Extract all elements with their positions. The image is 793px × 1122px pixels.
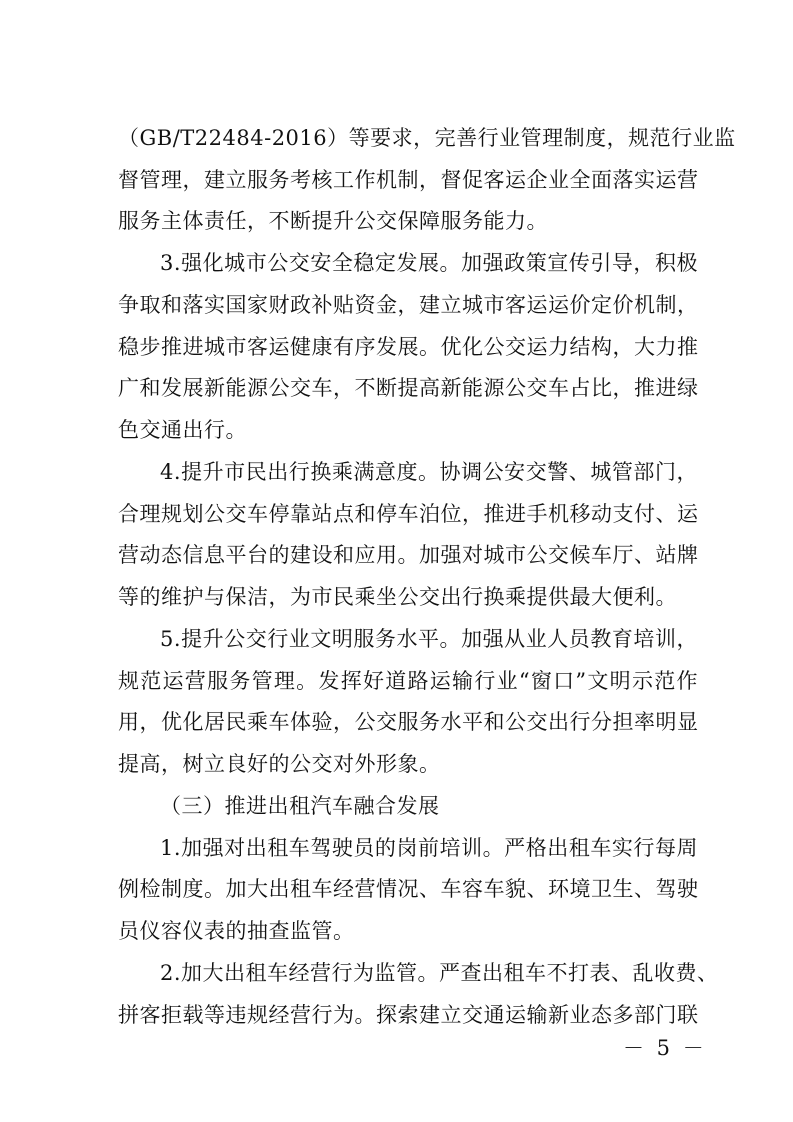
body-line: 稳步推进城市客运健康有序发展。优化公交运力结构，大力推 (118, 335, 699, 359)
body-line: 拼客拒载等违规经营行为。探索建立交通运输新业态多部门联 (118, 1003, 699, 1027)
body-line: 服务主体责任，不断提升公交保障服务能力。 (118, 209, 548, 233)
paragraph-start-line: 3.强化城市公交安全稳定发展。加强政策宣传引导，积极 (160, 251, 698, 275)
body-line: 营动态信息平台的建设和应用。加强对城市公交候车厅、站牌 (118, 543, 699, 567)
body-line: 合理规划公交车停靠站点和停车泊位，推进手机移动支付、运 (118, 502, 699, 526)
body-line: 用，优化居民乘车体验，公交服务水平和公交出行分担率明显 (118, 710, 699, 734)
body-line: 争取和落实国家财政补贴资金，建立城市客运运价定价机制， (118, 293, 699, 317)
paragraph-start-line: 2.加大出租车经营行为监管。严查出租车不打表、乱收费、 (160, 961, 719, 985)
page-number: － 5 － (623, 1036, 707, 1060)
body-line: 广和发展新能源公交车，不断提高新能源公交车占比，推进绿 (118, 376, 699, 400)
body-line: 例检制度。加大出租车经营情况、车容车貌、环境卫生、驾驶 (118, 877, 699, 901)
body-line: 督管理，建立服务考核工作机制，督促客运企业全面落实运营 (118, 168, 699, 192)
paragraph-start-line: 1.加强对出租车驾驶员的岗前培训。严格出租车实行每周 (160, 836, 698, 860)
body-line: 员仪容仪表的抽查监管。 (118, 919, 355, 943)
body-line: 提高，树立良好的公交对外形象。 (118, 752, 441, 776)
paragraph-start-line: 5.提升公交行业文明服务水平。加强从业人员教育培训， (160, 627, 698, 651)
body-line: 规范运营服务管理。发挥好道路运输行业“窗口”文明示范作 (118, 669, 698, 693)
paragraph-start-line: 4.提升市民出行换乘满意度。协调公安交警、城管部门， (160, 460, 698, 484)
section-heading: （三）推进出租汽车融合发展 (160, 794, 440, 818)
body-line: （GB/T22484-2016）等要求，完善行业管理制度，规范行业监 (118, 126, 736, 150)
body-line: 等的维护与保洁，为市民乘坐公交出行换乘提供最大便利。 (118, 585, 677, 609)
body-line: 色交通出行。 (118, 418, 247, 442)
